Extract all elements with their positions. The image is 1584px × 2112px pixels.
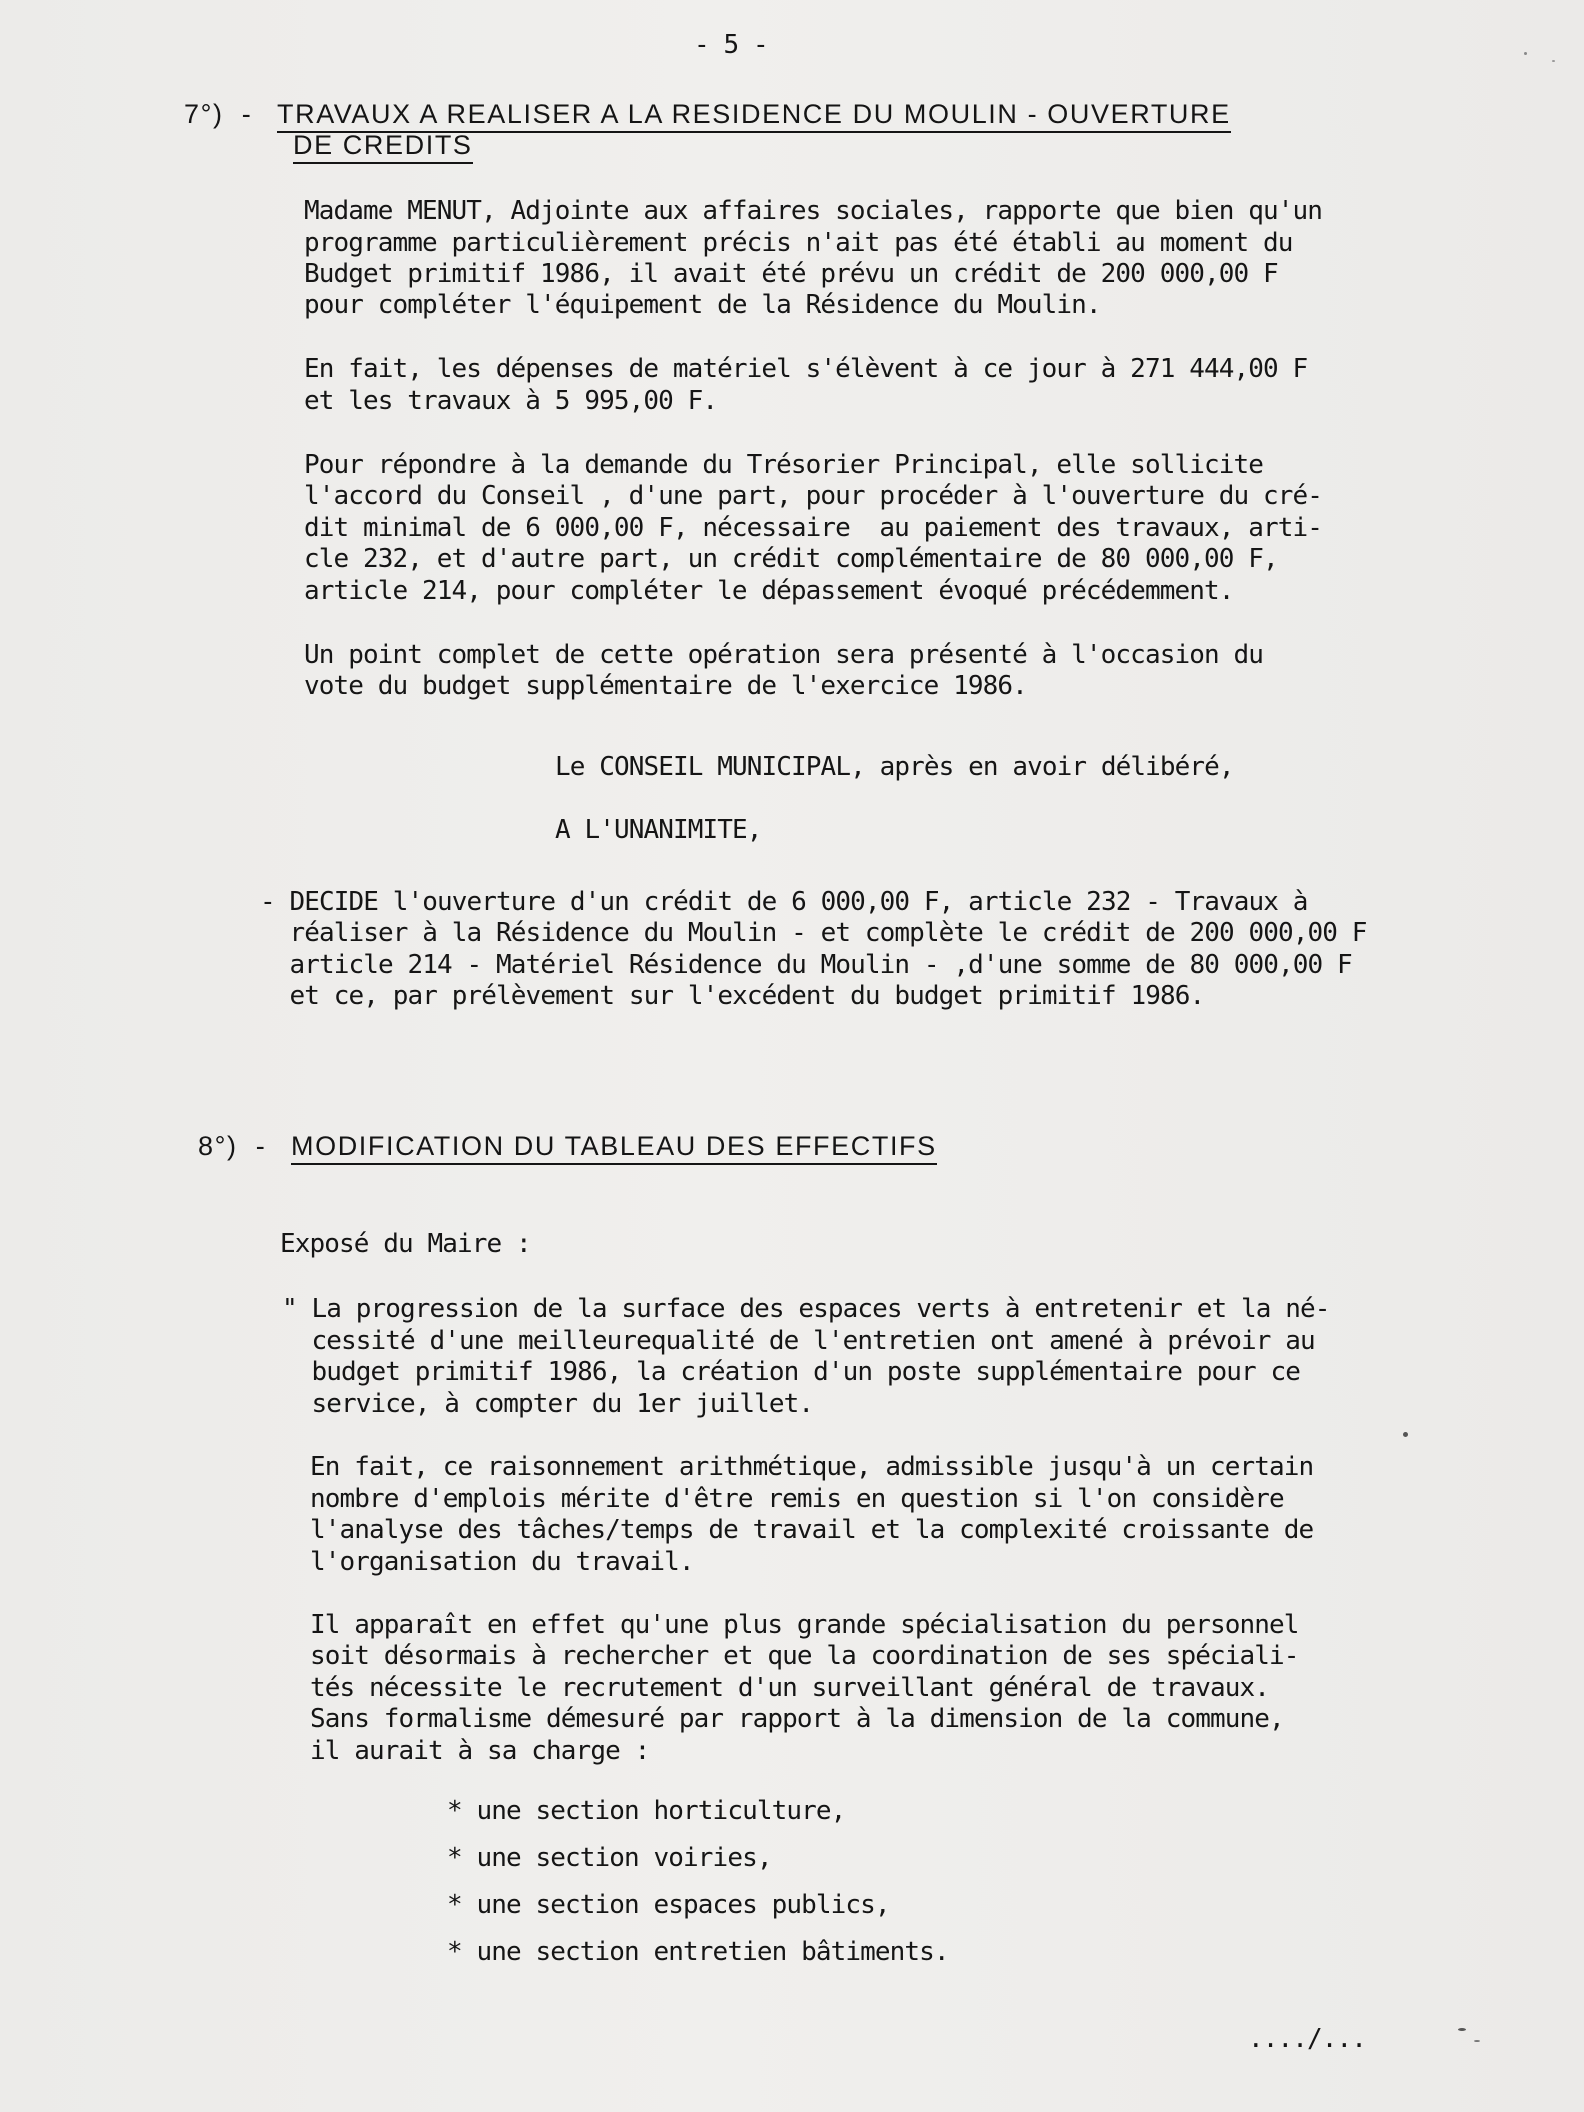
section-8-paragraph-3-line-2: soit désormais à rechercher et que la coordination de ses spéciali-	[310, 1641, 1299, 1671]
section-7-paragraph-1-line-3: Budget primitif 1986, il avait été prévu un crédit de 200 000,00 F	[304, 259, 1278, 289]
scan-speck	[1474, 2040, 1480, 2042]
section-8-paragraph-1-line-2: cessité d'une meilleurequalité de l'entretien ont amené à prévoir au	[282, 1326, 1315, 1356]
scan-speck	[1458, 2028, 1466, 2031]
section-8-paragraph-2-line-2: nombre d'emplois mérite d'être remis en question si l'on considère	[310, 1484, 1284, 1514]
scan-speck	[1552, 60, 1555, 62]
decision-line-1: - DECIDE l'ouverture d'un crédit de 6 000,00 F, article 232 - Travaux à	[260, 887, 1308, 917]
section-7-paragraph-3-line-3: dit minimal de 6 000,00 F, nécessaire au paiement des travaux, arti-	[304, 513, 1322, 543]
continuation-mark: ..../...	[1248, 2024, 1367, 2054]
section-7-paragraph-3-line-5: article 214, pour compléter le dépassement évoqué précédemment.	[304, 576, 1234, 606]
section-8-paragraph-3-line-3: tés nécessite le recrutement d'un surveillant général de travaux.	[310, 1673, 1269, 1703]
section-8-paragraph-3-line-1: Il apparaît en effet qu'une plus grande spécialisation du personnel	[310, 1610, 1299, 1640]
section-7-paragraph-1-line-4: pour compléter l'équipement de la Résidence du Moulin.	[304, 290, 1101, 320]
scan-speck	[1524, 52, 1527, 55]
section-7-paragraph-3-line-2: l'accord du Conseil , d'une part, pour procéder à l'ouverture du cré-	[304, 481, 1322, 511]
decision-line-3: article 214 - Matériel Résidence du Moulin - ,d'une somme de 80 000,00 F	[260, 950, 1352, 980]
section-7-paragraph-4-line-2: vote du budget supplémentaire de l'exercice 1986.	[304, 671, 1027, 701]
section-8-paragraph-2-line-3: l'analyse des tâches/temps de travail et la complexité croissante de	[310, 1515, 1314, 1545]
section-7-paragraph-1-line-1: Madame MENUT, Adjointe aux affaires sociales, rapporte que bien qu'un	[304, 196, 1322, 226]
unanimity: A L'UNANIMITE,	[555, 815, 762, 845]
section-8-paragraph-2-line-4: l'organisation du travail.	[310, 1547, 694, 1577]
list-item-entretien-batiments: * une section entretien bâtiments.	[447, 1937, 949, 1967]
scan-speck	[1403, 1432, 1408, 1437]
section-8-paragraph-3-line-4: Sans formalisme démesuré par rapport à la dimension de la commune,	[310, 1704, 1284, 1734]
section-8-number: 8°) -	[198, 1131, 267, 1161]
section-8-paragraph-1-line-3: budget primitif 1986, la création d'un poste supplémentaire pour ce	[282, 1357, 1300, 1387]
list-item-voiries: * une section voiries,	[447, 1843, 772, 1873]
decision-line-2: réaliser à la Résidence du Moulin - et complète le crédit de 200 000,00 F	[260, 918, 1367, 948]
section-7-number: 7°) -	[184, 99, 253, 129]
section-8-paragraph-3-line-5: il aurait à sa charge :	[310, 1736, 650, 1766]
list-item-espaces-publics: * une section espaces publics,	[447, 1890, 890, 1920]
page-number: - 5 -	[694, 30, 768, 60]
section-7-paragraph-2-line-1: En fait, les dépenses de matériel s'élèvent à ce jour à 271 444,00 F	[304, 354, 1308, 384]
section-7-paragraph-3-line-1: Pour répondre à la demande du Trésorier Principal, elle sollicite	[304, 450, 1263, 480]
list-item-horticulture: * une section horticulture,	[447, 1796, 846, 1826]
council-deliberation: Le CONSEIL MUNICIPAL, après en avoir délibéré,	[555, 752, 1234, 782]
section-7-paragraph-3-line-4: cle 232, et d'autre part, un crédit complémentaire de 80 000,00 F,	[304, 544, 1278, 574]
section-7-paragraph-1-line-2: programme particulièrement précis n'ait pas été établi au moment du	[304, 228, 1293, 258]
section-8-title: MODIFICATION DU TABLEAU DES EFFECTIFS	[291, 1130, 937, 1165]
expose-du-maire: Exposé du Maire :	[280, 1229, 531, 1259]
section-8-paragraph-1-line-1: " La progression de la surface des espaces verts à entretenir et la né-	[282, 1294, 1330, 1324]
decision-line-4: et ce, par prélèvement sur l'excédent du budget primitif 1986.	[260, 981, 1205, 1011]
section-7-paragraph-2-line-2: et les travaux à 5 995,00 F.	[304, 386, 718, 416]
section-7-paragraph-4-line-1: Un point complet de cette opération sera présenté à l'occasion du	[304, 640, 1263, 670]
section-7-title-line-2: DE CREDITS	[293, 129, 473, 164]
section-7-title-line-1: TRAVAUX A REALISER A LA RESIDENCE DU MOULIN - OUVERTURE	[277, 98, 1231, 133]
section-8-paragraph-1-line-4: service, à compter du 1er juillet.	[282, 1389, 814, 1419]
section-8-paragraph-2-line-1: En fait, ce raisonnement arithmétique, admissible jusqu'à un certain	[310, 1452, 1314, 1482]
